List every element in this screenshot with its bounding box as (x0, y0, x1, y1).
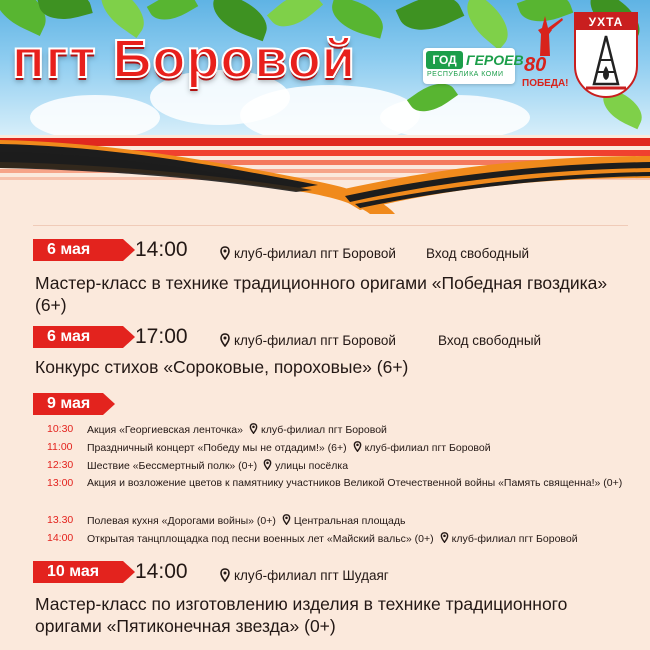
schedule-place: Центральная площадь (293, 515, 406, 527)
page-title: пгт Боровой (12, 29, 356, 89)
cloud-shape (30, 95, 160, 135)
location-pin-icon (218, 568, 232, 582)
schedule-time: 14:00 (47, 532, 74, 544)
victory-80-logo (522, 14, 568, 96)
schedule-time: 10:30 (47, 423, 74, 435)
event-place (218, 246, 396, 261)
event-title: Мастер-класс в технике традиционного оригами «Победная гвоздика» (6+) (35, 273, 608, 315)
schedule-place: клуб-филиал пгт Боровой (451, 533, 578, 545)
schedule-item (87, 514, 405, 527)
event-place (218, 333, 396, 348)
victory-text: ПОБЕДА! (522, 78, 569, 89)
event-entry: Вход свободный (438, 333, 542, 348)
cloud-shape (380, 95, 530, 135)
schedule-text: Открытая танцплощадка под песни военных лет «Майский вальс» (0+) (87, 533, 434, 545)
event-place (218, 568, 389, 583)
location-pin-icon (218, 246, 232, 260)
event-time: 14:00 (135, 560, 188, 583)
logo-word-god: ГОД (426, 51, 463, 69)
logo-word-geroev: ГЕРОЕВ (466, 52, 524, 68)
ukhta-emblem (574, 12, 638, 98)
event-title: Конкурс стихов «Сороковые, пороховые» (6+) (35, 357, 409, 377)
year-of-heroes-logo (423, 48, 524, 84)
event-place-label: клуб-филиал пгт Боровой (234, 246, 396, 261)
event-entry: Вход свободный (426, 246, 530, 261)
date-badge: 9 мая (33, 393, 103, 415)
leaf-icon (396, 0, 465, 41)
location-pin-icon (439, 532, 450, 543)
logo-subtitle: РЕСПУБЛИКА КОМИ (427, 71, 504, 78)
schedule-item (87, 441, 491, 454)
event-time: 14:00 (135, 238, 188, 261)
schedule-time: 13.30 (47, 514, 74, 526)
event-place-label: клуб-филиал пгт Боровой (234, 333, 396, 348)
date-badge: 6 мая (33, 239, 123, 261)
schedule-time: 12:30 (47, 459, 74, 471)
date-badge: 10 мая (33, 561, 123, 583)
schedule-time: 13:00 (47, 477, 74, 489)
monument-icon (522, 14, 568, 58)
schedule-place: улицы посёлка (275, 460, 349, 472)
schedule-text: Праздничный концерт «Победу мы не отдадим!» (6+) (87, 442, 347, 454)
schedule-text: Акция «Георгиевская ленточка» (87, 424, 243, 436)
header-banner (0, 0, 650, 135)
location-pin-icon (281, 514, 292, 525)
event-time: 17:00 (135, 325, 188, 348)
schedule-item (87, 423, 387, 436)
divider (33, 225, 628, 226)
location-pin-icon (262, 459, 273, 470)
leaf-icon (147, 0, 198, 29)
emblem-city-name: УХТА (576, 14, 636, 30)
schedule-item (87, 532, 578, 545)
schedule-time: 11:00 (47, 441, 73, 453)
schedule-item (87, 459, 348, 472)
location-pin-icon (248, 423, 259, 434)
location-pin-icon (218, 333, 232, 347)
schedule-place: клуб-филиал пгт Боровой (364, 442, 491, 454)
location-pin-icon (352, 441, 363, 452)
schedule-text: Шествие «Бессмертный полк» (0+) (87, 460, 258, 472)
schedule-text: Полевая кухня «Дорогами войны» (0+) (87, 515, 276, 527)
event-title: Мастер-класс по изготовлению изделия в технике традиционного оригами «Пятиконечная звезда» (0+) (35, 594, 568, 636)
schedule-place: клуб-филиал пгт Боровой (260, 424, 387, 436)
ribbon-decoration (0, 132, 650, 214)
leaf-icon (457, 0, 518, 50)
event-place-label: клуб-филиал пгт Шудаяг (234, 568, 389, 583)
schedule-text: Акция и возложение цветов к памятнику участников Великой Отечественной войны «Память священна!» (0+) (87, 477, 623, 489)
victory-number: 80 (524, 54, 547, 76)
oil-derrick-icon (576, 30, 636, 96)
date-badge: 6 мая (33, 326, 123, 348)
